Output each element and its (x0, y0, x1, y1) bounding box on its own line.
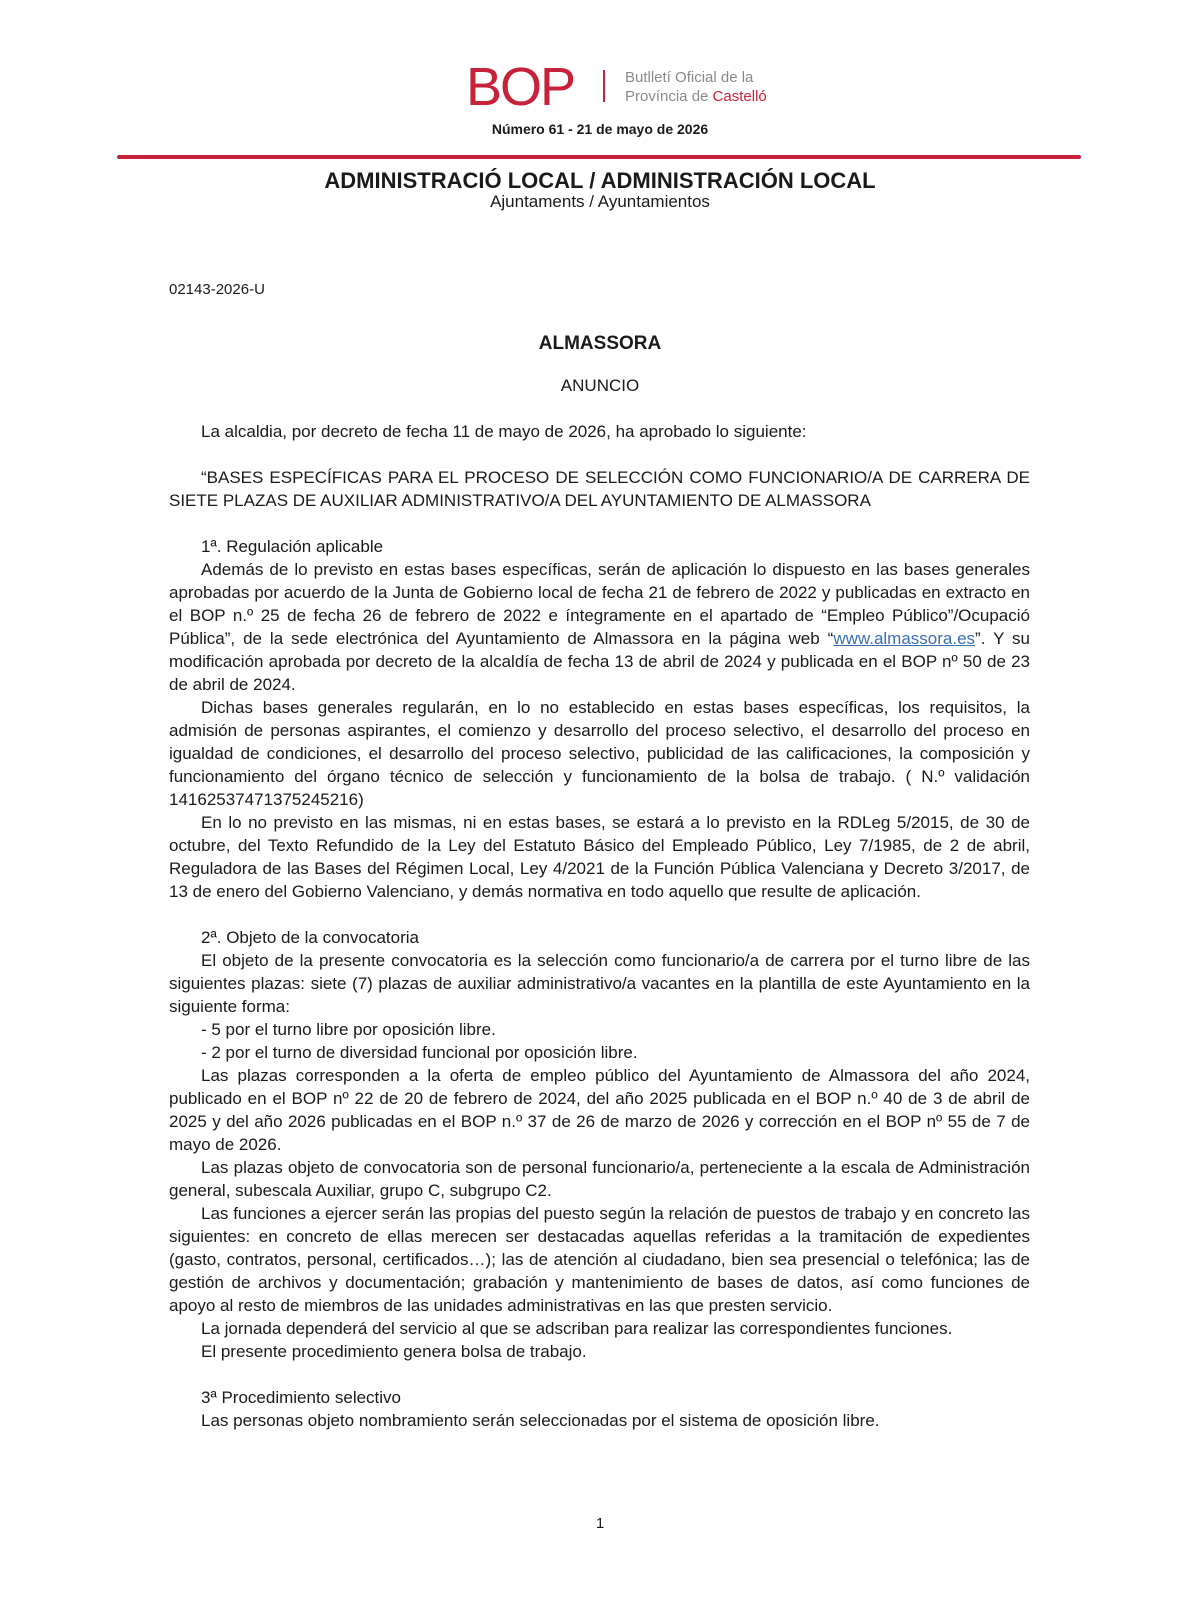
section-heading-2: 2ª. Objeto de la convocatoria (201, 928, 419, 947)
document-body (169, 420, 1030, 1432)
body-text: Además de lo previsto en estas bases específicas, serán de aplicación lo dispuesto en las bases generales aprobadas por acuerdo de la Junta de Gobierno local de fecha 21 de febrero de 2022 y publicadas en extracto en el BOP n.º 25 de fecha 26 de febrero de 2022 e íntegramente en el apartado de “Empleo Público”/Ocupació Pública”, de la sede electrónica del Ayuntamiento de Almassora en la página web “ (169, 560, 1030, 648)
bop-logo-text: BOP (466, 57, 575, 117)
announcement-reference: 02143-2026-U (169, 281, 265, 298)
notice-type: ANUNCIO (560, 376, 640, 395)
header-divider-rule (117, 155, 1081, 159)
body-paragraph: Las plazas corresponden a la oferta de empleo público del Ayuntamiento de Almassora del año 2024, publicado en el BOP nº 22 de 20 de febrero de 2024, del año 2025 publicada en el BOP n.º 40 de 3 de abril de 2025 y del año 2026 publicadas en el BOP n.º 37 de 26 de marzo de 2026 y corrección en el BOP nº 55 de 7 de mayo de 2026. (169, 1066, 1030, 1154)
section-title: ADMINISTRACIÓ LOCAL / ADMINISTRACIÓN LOCAL (324, 168, 876, 193)
body-paragraph: El presente procedimiento genera bolsa de trabajo. (201, 1342, 587, 1361)
issue-number-date: Número 61 - 21 de mayo de 2026 (491, 121, 709, 137)
publication-name-accent: Castelló (712, 88, 767, 105)
publication-name (625, 68, 767, 106)
body-paragraph: La jornada dependerá del servicio al que se adscriban para realizar las correspondientes funciones. (201, 1319, 953, 1338)
logo-divider (603, 70, 605, 102)
page-number: 1 (595, 1515, 605, 1532)
body-paragraph: En lo no previsto en las mismas, ni en estas bases, se estará a lo previsto en la RDLeg 5/2015, de 30 de octubre, del Texto Refundido de la Ley del Estatuto Básico del Empleado Público, Ley 7/1985, de 2 de abril, Reguladora de las Bases del Régimen Local, Ley 4/2021 de la Función Pública Valenciana y Decreto 3/2017, de 13 de enero del Gobierno Valenciano, y demás normativa en todo aquello que resulte de aplicación. (169, 813, 1030, 901)
body-text: ”. Y su modificación aprobada por decreto de la alcaldía de fecha 13 de abril de 2024 y publicada en el BOP nº 50 de 23 de abril de 2024. (169, 629, 1030, 694)
body-paragraph: Las funciones a ejercer serán las propias del puesto según la relación de puestos de trabajo y en concreto las siguientes: en concreto de ellas merecen ser destacadas aquellas referidas a la tramitación de expedientes (gasto, contratos, personal, certificados…); las de atención al ciudadano, bien sea presencial o telefónica; las de gestión de archivos y documentación; grabación y mantenimiento de bases de datos, así como funciones de apoyo al resto de miembros de las unidades administrativas en las que presten servicio. (169, 1204, 1030, 1315)
publication-name-prefix: Província de (625, 88, 713, 105)
body-paragraph: Las personas objeto nombramiento serán seleccionadas por el sistema de oposición libre. (201, 1411, 880, 1430)
town-heading: ALMASSORA (538, 333, 662, 354)
bases-title: “BASES ESPECÍFICAS PARA EL PROCESO DE SELECCIÓN COMO FUNCIONARIO/A DE CARRERA DE SIETE PLAZAS DE AUXILIAR ADMINISTRATIVO/A DEL AYUNTAMIENTO DE ALMASSORA (169, 468, 1030, 510)
body-paragraph: Las plazas objeto de convocatoria son de personal funcionario/a, perteneciente a la escala de Administración general, subescala Auxiliar, grupo C, subgrupo C2. (169, 1158, 1030, 1200)
body-paragraph: El objeto de la presente convocatoria es la selección como funcionario/a de carrera por el turno libre de las siguientes plazas: siete (7) plazas de auxiliar administrativo/a vacantes en la plantilla de este Ayuntamiento en la siguiente forma: (169, 951, 1030, 1016)
body-paragraph: La alcaldia, por decreto de fecha 11 de mayo de 2026, ha aprobado lo siguiente: (201, 422, 807, 441)
list-item: - 2 por el turno de diversidad funcional por oposición libre. (201, 1043, 638, 1062)
publication-name-line2 (625, 87, 767, 106)
bop-logo (466, 57, 575, 117)
section-subtitle: Ajuntaments / Ayuntamientos (490, 192, 710, 211)
body-paragraph: Dichas bases generales regularán, en lo no establecido en estas bases específicas, los requisitos, la admisión de personas aspirantes, el comienzo y desarrollo del proceso selectivo, el desarrollo del proceso en igualdad de condiciones, el desarrollo del proceso selectivo, publicidad de las calificaciones, la composición y funcionamiento del órgano técnico de selección y funcionamiento de la bolsa de trabajo. ( N.º validación 14162537471375245216) (169, 698, 1030, 809)
section-heading-3: 3ª Procedimiento selectivo (201, 1388, 401, 1407)
almassora-website-link[interactable]: www.almassora.es (833, 629, 976, 648)
publication-name-line1: Butlletí Oficial de la (625, 69, 754, 86)
section-heading-1: 1ª. Regulación aplicable (201, 537, 384, 556)
body-paragraph (169, 558, 1030, 696)
list-item: - 5 por el turno libre por oposición libre. (201, 1020, 496, 1039)
